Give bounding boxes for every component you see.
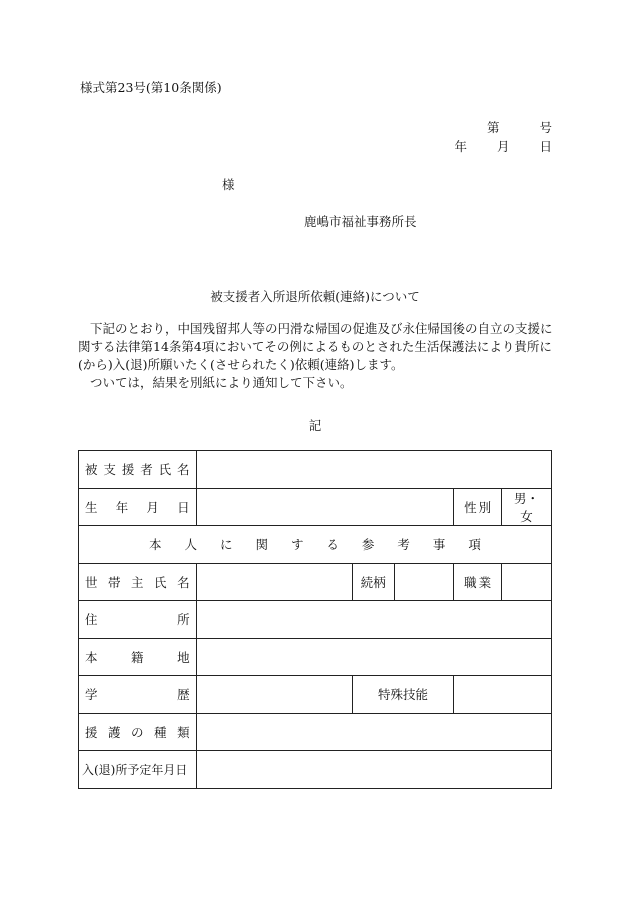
label-char: 事: [432, 537, 446, 553]
number-suffix: 号: [539, 120, 552, 135]
label-char: 氏: [154, 574, 167, 590]
label-char: す: [290, 537, 304, 553]
table-row: [79, 638, 552, 676]
label-char: 護: [108, 724, 121, 740]
birth-label: [85, 498, 190, 516]
reference-label: [85, 535, 545, 553]
date-year: 年: [454, 139, 467, 154]
label-char: 日: [177, 499, 190, 515]
label-char: 生: [85, 499, 98, 515]
address-label-cell: [79, 601, 197, 639]
table-row: [79, 451, 552, 489]
table-row: [79, 526, 552, 564]
assistance-label-cell: [79, 713, 197, 751]
label-char: の: [131, 724, 144, 740]
table-row: [79, 488, 552, 526]
sender: 鹿嶋市福祉事務所長: [304, 214, 417, 229]
name-field[interactable]: [196, 451, 551, 489]
label-char: 月: [146, 499, 159, 515]
label-char: 性: [464, 499, 477, 515]
number-prefix: 第: [486, 120, 500, 135]
label-char: 主: [131, 574, 144, 590]
birth-field[interactable]: [196, 488, 454, 526]
label-char: 支: [103, 462, 116, 478]
label-char: 所: [177, 612, 190, 628]
label-char: 本: [149, 537, 162, 553]
household-label: [85, 573, 190, 591]
document-title: 被支援者入所退所依頼(連絡)について: [210, 289, 420, 304]
label-char: る: [326, 537, 339, 553]
table-row: [79, 751, 552, 789]
label-char: 続: [360, 574, 374, 590]
table-row: [79, 676, 552, 714]
application-form-table: [78, 450, 552, 789]
date-line: [454, 137, 552, 155]
label-char: 学: [85, 687, 98, 703]
gender-field[interactable]: 男・女: [502, 488, 552, 526]
address-label: [85, 610, 190, 628]
domicile-label: [85, 648, 190, 666]
label-char: 住: [85, 612, 98, 628]
label-char: 柄: [373, 574, 386, 590]
label-char: 被: [85, 462, 98, 478]
admission-date-label: 入(退)所予定年月日: [79, 751, 197, 789]
education-field[interactable]: [196, 676, 352, 714]
label-char: 関: [255, 537, 268, 553]
date-day: 日: [539, 139, 552, 154]
label-char: 年: [115, 499, 129, 515]
skills-label: 特殊技能: [352, 676, 453, 714]
addressee: 様: [222, 177, 235, 192]
label-char: 別: [478, 499, 492, 515]
ki-heading: 記: [308, 418, 322, 433]
label-char: 名: [177, 462, 190, 478]
household-label-cell: [79, 563, 197, 601]
table-row: [79, 713, 552, 751]
name-label: [85, 460, 190, 478]
label-char: 援: [121, 462, 135, 478]
body-paragraph-1: 下記のとおり，中国残留邦人等の円滑な帰国の促進及び永住帰国後の自立の支援に関する法律第14条第4項においてその例によるものとされた生活保護法により貴所に(から)入(退)所願いたく(させられたく)依頼(連絡)します。: [78, 321, 553, 372]
gender-label: [460, 498, 495, 516]
relation-label: [359, 573, 388, 591]
label-char: 類: [177, 724, 190, 740]
label-char: 籍: [131, 649, 144, 665]
label-char: 帯: [108, 574, 121, 590]
relation-label-cell: [352, 563, 394, 601]
label-char: 歴: [177, 687, 190, 703]
reference-header: [79, 526, 552, 564]
skills-field[interactable]: [454, 676, 552, 714]
body-text: [78, 320, 556, 392]
assistance-label: [85, 723, 190, 741]
education-label: [85, 685, 190, 703]
label-char: 人: [184, 537, 197, 553]
table-row: [79, 601, 552, 639]
admission-date-field[interactable]: [196, 751, 551, 789]
label-char: 地: [177, 649, 190, 665]
label-char: 者: [140, 462, 153, 478]
assistance-field[interactable]: [196, 713, 551, 751]
label-char: 世: [85, 574, 98, 590]
gender-label-cell: [454, 488, 502, 526]
relation-field[interactable]: [394, 563, 453, 601]
table-row: [79, 563, 552, 601]
occupation-field[interactable]: [502, 563, 552, 601]
label-char: 本: [85, 649, 98, 665]
label-char: 種: [154, 724, 167, 740]
label-char: 業: [478, 574, 492, 590]
date-month: 月: [496, 139, 510, 154]
domicile-label-cell: [79, 638, 197, 676]
address-field[interactable]: [196, 601, 551, 639]
label-char: 職: [464, 574, 477, 590]
body-paragraph-2: ついては，結果を別紙により通知して下さい。: [90, 375, 353, 390]
label-char: 参: [361, 537, 375, 553]
name-label-cell: [79, 451, 197, 489]
education-label-cell: [79, 676, 197, 714]
birth-label-cell: [79, 488, 197, 526]
domicile-field[interactable]: [196, 638, 551, 676]
occupation-label-cell: [454, 563, 502, 601]
label-char: 名: [177, 574, 190, 590]
label-char: 援: [85, 724, 98, 740]
label-char: 考: [397, 537, 410, 553]
label-char: 氏: [158, 462, 172, 478]
occupation-label: [460, 573, 495, 591]
document-number-line: [487, 118, 552, 136]
label-char: 項: [468, 537, 481, 553]
form-number-label: 様式第23号(第10条関係): [80, 80, 222, 95]
label-char: に: [219, 537, 233, 553]
household-field[interactable]: [196, 563, 352, 601]
